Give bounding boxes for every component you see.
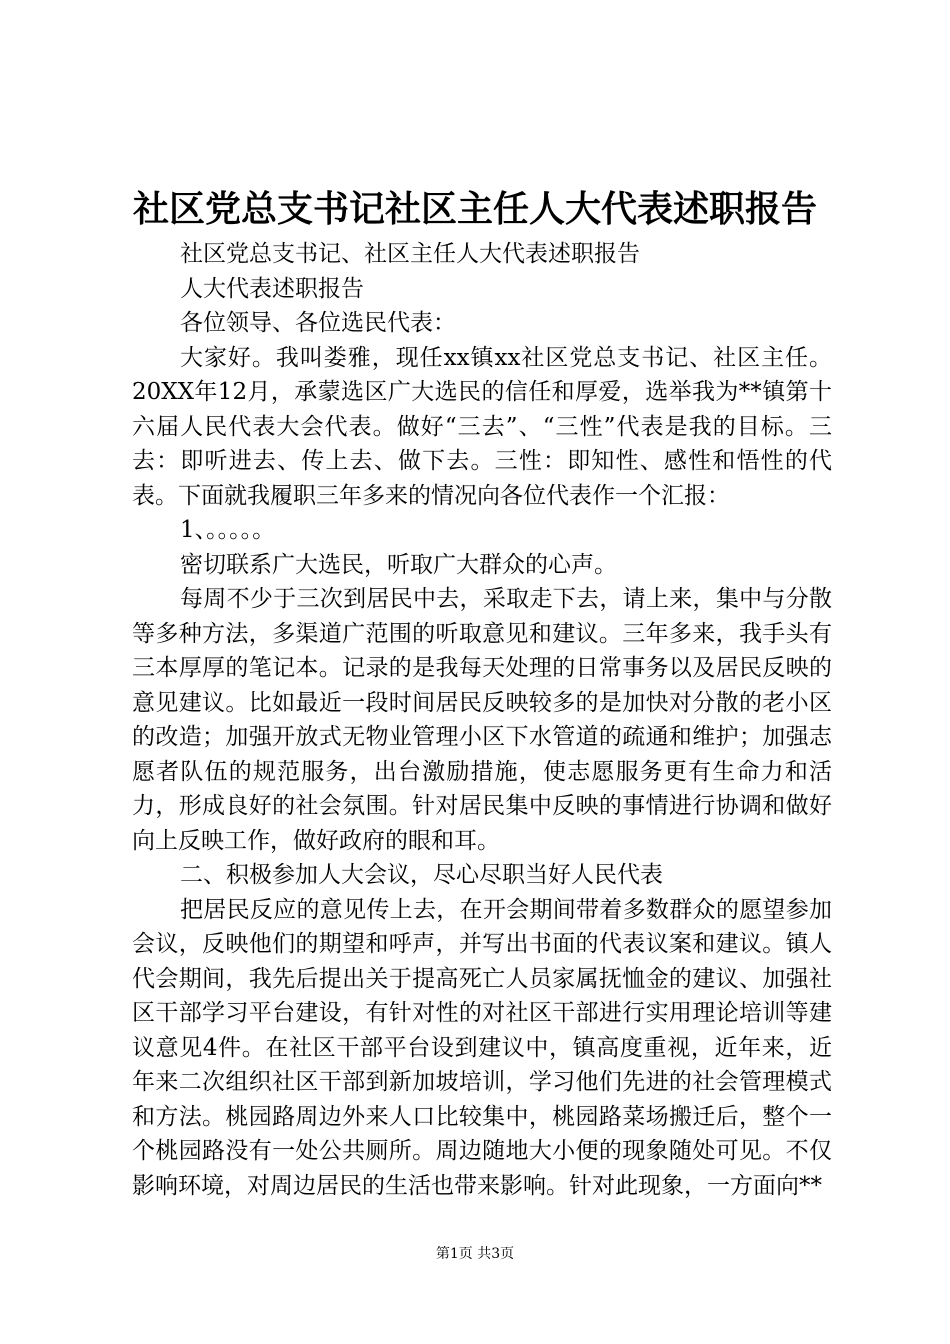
paragraph-section-1-title: 密切联系广大选民，听取广大群众的心声。 xyxy=(180,551,617,578)
paragraph-section-2-title: 二、积极参加人大会议，尽心尽职当好人民代表 xyxy=(180,862,663,888)
paragraph-section-1: 1、。。。。。 xyxy=(180,517,276,543)
paragraph-subtitle: 社区党总支书记、社区主任人大代表述职报告 xyxy=(180,241,640,267)
paragraph-body: 把居民反应的意见传上去，在开会期间带着多数群众的愿望参加会议，反映他们的期望和呼声，并写出书面的代表议案和建议。镇人代会期间，我先后提出关于提高死亡人员家属抚恤金的建议、加强社区干部学习平台建设，有针对性的对社区干部进行实用理论培训等建议意见4件。在社区干部平台设到建议中，镇高度重视，近年来，近年来二次组织社区干部到新加坡培训，学习他们先进的社会管理模式和方法。桃园路周边外来人口比较集中，桃园路菜场搬迁后，整个一个桃园路没有一处公共厕所。周边随地大小便的现象随处可见。不仅影响环境，对周边居民的生活也带来影响。针对此现象，一方面向** xyxy=(132,896,832,1199)
paragraph-heading: 人大代表述职报告 xyxy=(180,275,364,302)
paragraph-body: 每周不少于三次到居民中去，采取走下去，请上来，集中与分散等多种方法，多渠道广范围的听取意见和建议。三年多来，我手头有三本厚厚的笔记本。记录的是我每天处理的日常事务以及居民反映的意见建议。比如最近一段时间居民反映较多的是加快对分散的老小区的改造；加强开放式无物业管理小区下水管道的疏通和维护；加强志愿者队伍的规范服务，出台激励措施，使志愿服务更有生命力和活力，形成良好的社会氛围。针对居民集中反映的事情进行协调和做好向上反映工作，做好政府的眼和耳。 xyxy=(132,586,832,854)
paragraph-intro: 大家好。我叫娄雅，现任xx镇xx社区党总支书记、社区主任。20XX年12月，承蒙选区广大选民的信任和厚爱，选举我为**镇第十六届人民代表大会代表。做好“三去”、“三性”代表是我的目标。三去：即听进去、传上去、做下去。三性：即知性、感性和悟性的代表。下面就我履职三年多来的情况向各位代表作一个汇报： xyxy=(132,344,832,509)
document-title: 社区党总支书记社区主任人大代表述职报告 xyxy=(132,188,817,230)
document-body xyxy=(132,237,832,1203)
paragraph-salutation: 各位领导、各位选民代表： xyxy=(180,310,456,336)
page-number-footer: 第1页 共3页 xyxy=(435,1246,515,1262)
